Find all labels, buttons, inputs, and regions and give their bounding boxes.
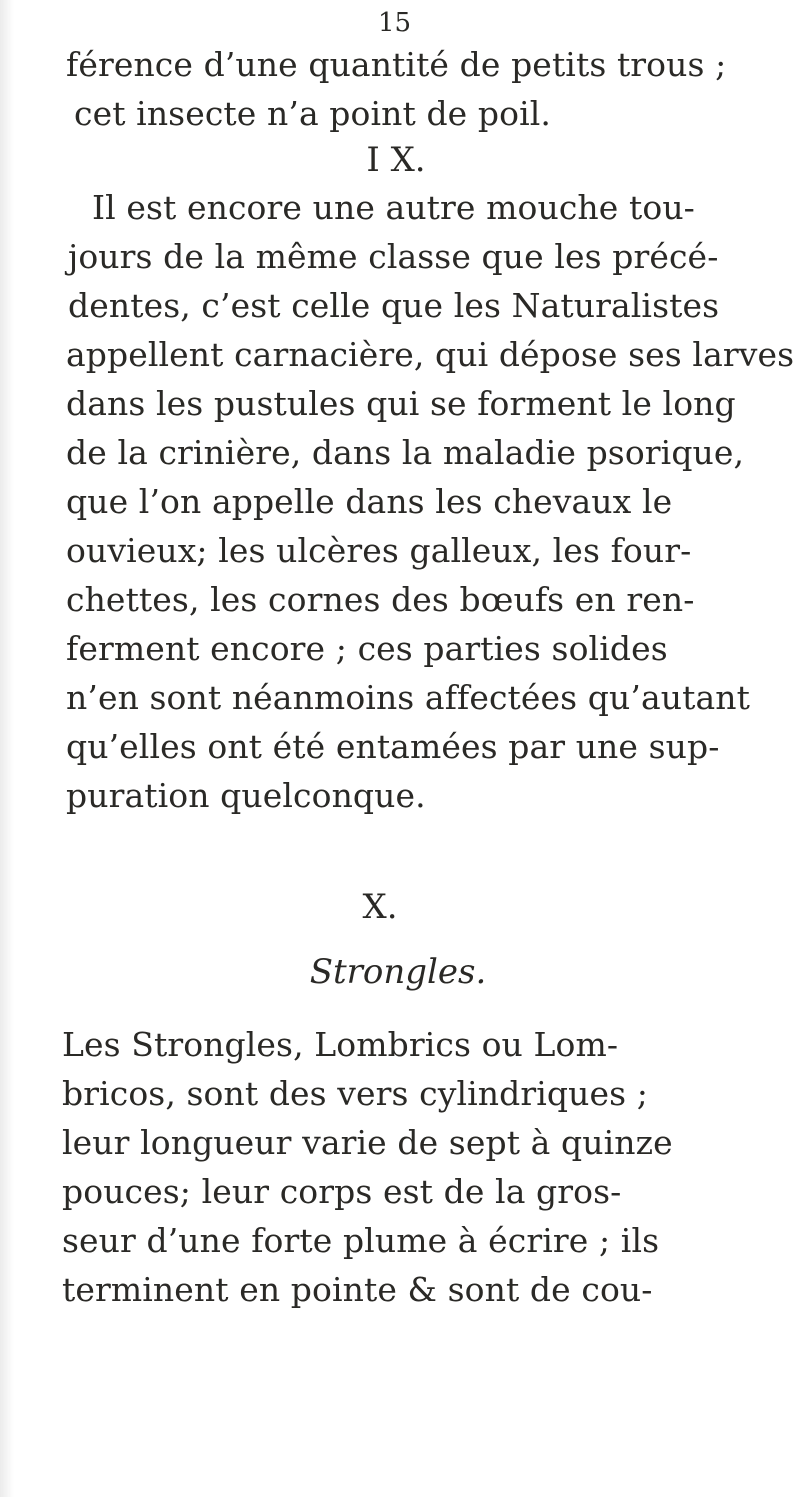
text-line: leur longueur varie de sept à quinze xyxy=(62,1123,673,1162)
text-line: que l’on appelle dans les chevaux le xyxy=(66,482,673,521)
text-line: dentes, c’est celle que les Naturalistes xyxy=(68,286,720,325)
text-line: n’en sont néanmoins affectées qu’autant xyxy=(66,678,750,717)
text-line: terminent en pointe & sont de cou- xyxy=(62,1270,653,1309)
text-line: bricos, sont des vers cylindriques ; xyxy=(62,1074,648,1113)
text-line: puration quelconque. xyxy=(66,776,426,815)
text-line: de la crinière, dans la maladie psorique, xyxy=(66,433,745,472)
text-line: chettes, les cornes des bœufs en ren- xyxy=(66,580,695,619)
text-line: férence d’une quantité de petits trous ; xyxy=(66,45,727,84)
page-number: 15 xyxy=(378,8,412,38)
text-line: seur d’une forte plume à écrire ; ils xyxy=(62,1221,660,1260)
text-line: cet insecte n’a point de poil. xyxy=(74,94,551,133)
section-heading-x: X. xyxy=(362,887,398,927)
section-heading-ix: I X. xyxy=(366,140,426,180)
text-line: qu’elles ont été entamées par une sup- xyxy=(66,727,720,766)
section-subheading: Strongles. xyxy=(309,952,487,992)
text-line: appellent carnacière, qui dépose ses larves xyxy=(66,335,795,374)
text-line: dans les pustules qui se forment le long xyxy=(66,384,736,423)
text-line: ferment encore ; ces parties solides xyxy=(66,629,668,668)
text-line: Les Strongles, Lombrics ou Lom- xyxy=(62,1025,619,1064)
text-line: jours de la même classe que les précé- xyxy=(68,237,719,276)
text-line: ouvieux; les ulcères galleux, les four- xyxy=(66,531,692,570)
text-line: pouces; leur corps est de la gros- xyxy=(62,1172,622,1211)
page-gutter-shadow xyxy=(0,0,14,1497)
text-line: Il est encore une autre mouche tou- xyxy=(92,188,695,227)
